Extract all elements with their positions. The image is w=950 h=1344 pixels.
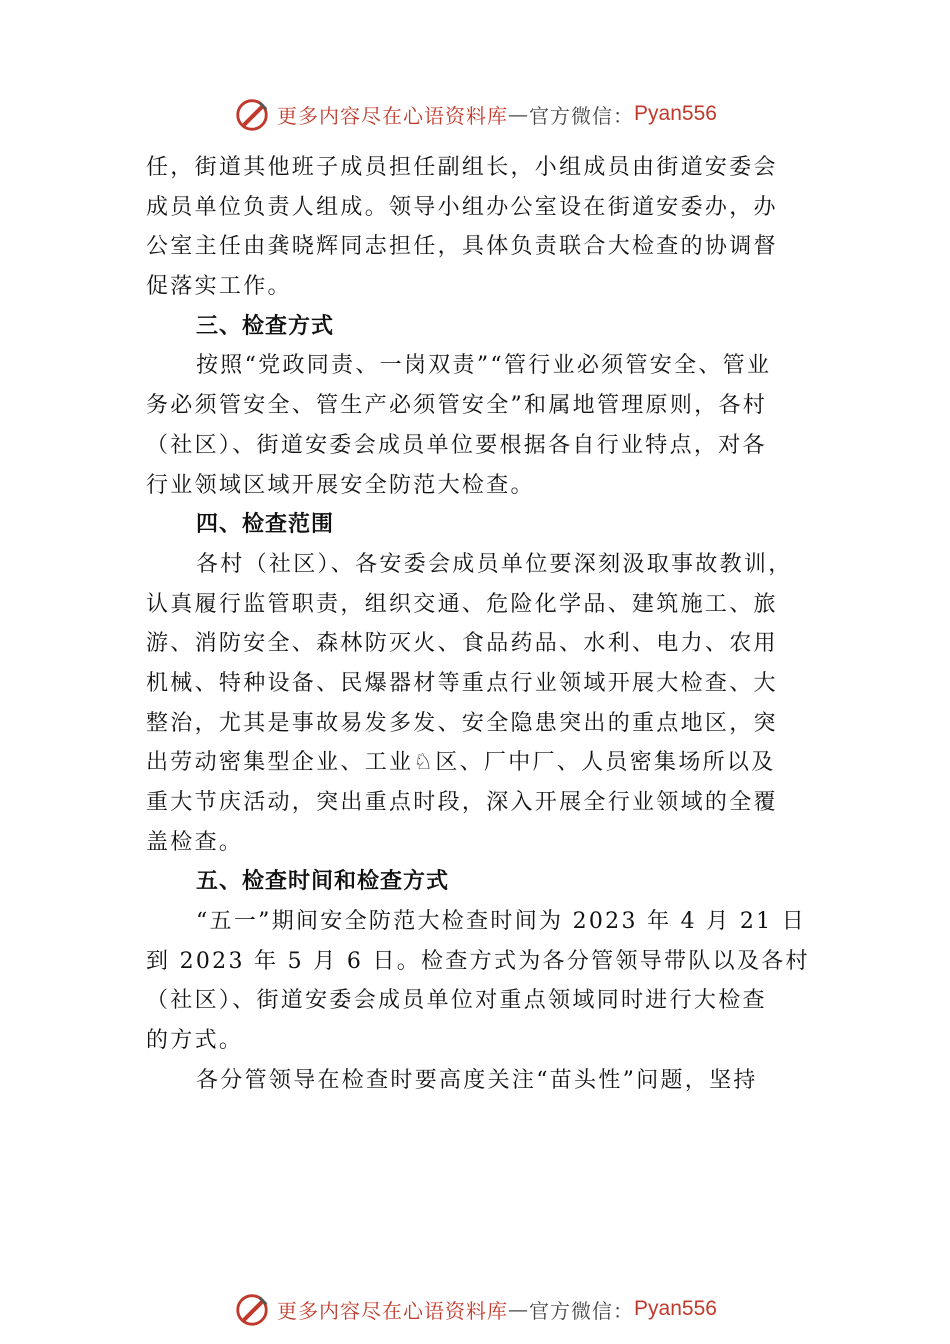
footer-watermark bbox=[0, 1287, 950, 1331]
body-text-line: 按照“党政同责、一岗双责”“管行业必须管安全、管业 bbox=[196, 353, 772, 379]
watermark-gray-text: 官方微信： bbox=[529, 103, 635, 128]
watermark-red-text: 更多内容尽在心语资料库 bbox=[277, 1298, 509, 1323]
watermark-red-text: 更多内容尽在心语资料库 bbox=[277, 103, 509, 128]
body-text-line: 到 2023 年 5 月 6 日。检查方式为各分管领导带队以及各村 bbox=[146, 948, 810, 974]
pen-logo-icon bbox=[233, 95, 271, 133]
watermark-wechat-id: Pyan556 bbox=[634, 1297, 717, 1320]
body-text-line: 认真履行监管职责，组织交通、危险化学品、建筑施工、旅 bbox=[146, 591, 778, 617]
body-text-line: 重大节庆活动，突出重点时段，深入开展全行业领域的全覆 bbox=[146, 790, 778, 815]
body-text-line: 出劳动密集型企业、工业♘区、厂中厂、人员密集场所以及 bbox=[146, 750, 776, 776]
pen-logo-icon bbox=[233, 1290, 271, 1328]
body-text-line: （社区）、街道安委会成员单位对重点领域同时进行大检查 bbox=[146, 988, 767, 1014]
body-text-line: （社区）、街道安委会成员单位要根据各自行业特点，对各 bbox=[146, 432, 767, 458]
body-text-line: 各分管领导在检查时要高度关注“苗头性”问题，坚持 bbox=[196, 1067, 758, 1093]
body-text-line: 各村（社区）、各安委会成员单位要深刻汲取事故教训， bbox=[196, 551, 793, 577]
body-text-line: 务必须管安全、管生产必须管安全”和属地管理原则，各村 bbox=[146, 393, 768, 419]
body-text-line: 整治，尤其是事故易发多发、安全隐患突出的重点地区，突 bbox=[146, 710, 778, 736]
body-text-line: 机械、特种设备、民爆器材等重点行业领域开展大检查、大 bbox=[146, 670, 778, 696]
body-text-line: 盖检查。 bbox=[146, 829, 244, 855]
watermark-dash: — bbox=[508, 102, 530, 126]
watermark-wechat-id: Pyan556 bbox=[634, 102, 717, 125]
section-heading: 四、检查范围 bbox=[196, 512, 335, 538]
header-watermark bbox=[0, 92, 950, 136]
body-text-line: 成员单位负责人组成。领导小组办公室设在街道安委办，办 bbox=[146, 194, 778, 220]
body-text-line: 的方式。 bbox=[146, 1028, 244, 1054]
section-heading: 五、检查时间和检查方式 bbox=[196, 869, 450, 895]
body-text-line: 促落实工作。 bbox=[146, 274, 292, 300]
body-text-line: 公室主任由龚晓辉同志担任，具体负责联合大检查的协调督 bbox=[146, 234, 778, 260]
body-text-line: 行业领域区域开展安全防范大检查。 bbox=[146, 472, 535, 498]
body-text-line: 任，街道其他班子成员担任副组长，小组成员由街道安委会 bbox=[146, 155, 778, 180]
body-text-line: 游、消防安全、森林防灭火、食品药品、水利、电力、农用 bbox=[146, 631, 778, 657]
watermark-gray-text: 官方微信： bbox=[529, 1298, 635, 1323]
watermark-dash: — bbox=[508, 1297, 530, 1321]
section-heading: 三、检查方式 bbox=[196, 313, 335, 339]
body-text-line: “五一”期间安全防范大检查时间为 2023 年 4 月 21 日 bbox=[196, 909, 807, 935]
document-body bbox=[146, 148, 810, 1101]
